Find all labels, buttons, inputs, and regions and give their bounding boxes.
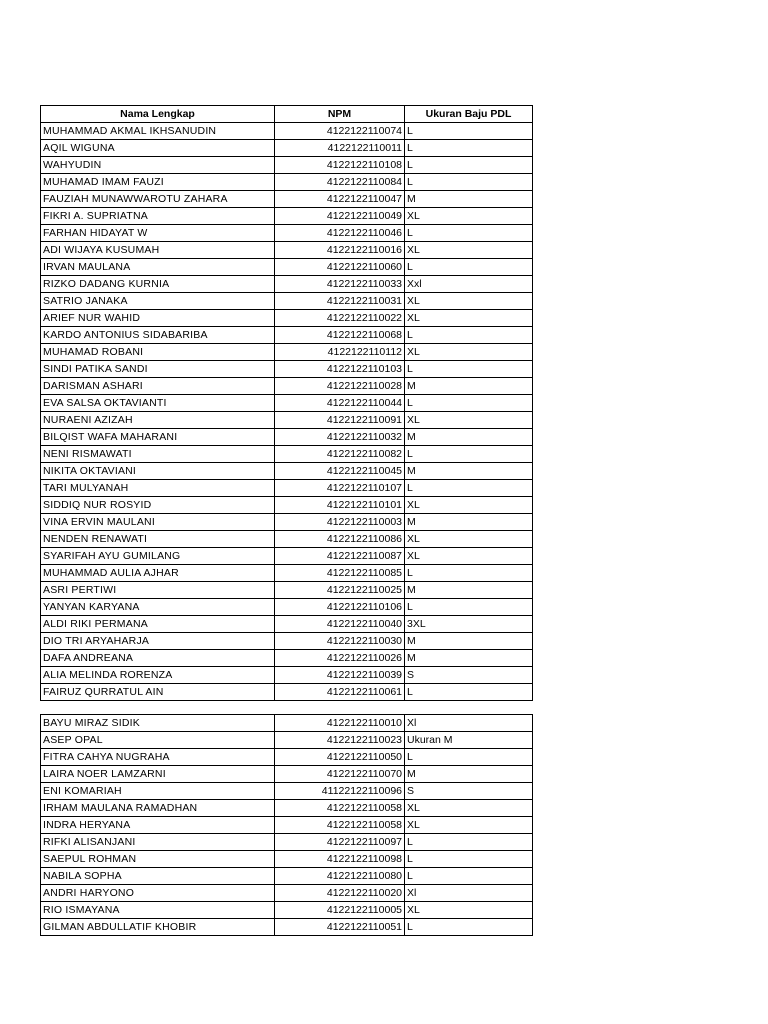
- table-row: [41, 868, 533, 885]
- size-cell: L: [405, 446, 533, 463]
- table-row: [41, 480, 533, 497]
- size-cell: XL: [405, 817, 533, 834]
- size-cell: XL: [405, 412, 533, 429]
- name-cell: NURAENI AZIZAH: [41, 412, 275, 429]
- table-row: [41, 157, 533, 174]
- header-name: Nama Lengkap: [41, 106, 275, 123]
- table-row: [41, 514, 533, 531]
- table-row: [41, 361, 533, 378]
- name-cell: RIO ISMAYANA: [41, 902, 275, 919]
- size-cell: L: [405, 157, 533, 174]
- table-row: [41, 225, 533, 242]
- npm-cell: 4122122110026: [275, 650, 405, 667]
- size-cell: XL: [405, 208, 533, 225]
- table-row: [41, 378, 533, 395]
- table-row: [41, 667, 533, 684]
- header-size: Ukuran Baju PDL: [405, 106, 533, 123]
- table-row: [41, 446, 533, 463]
- table-row: [41, 293, 533, 310]
- name-cell: KARDO ANTONIUS SIDABARIBA: [41, 327, 275, 344]
- npm-cell: 4122122110045: [275, 463, 405, 480]
- npm-cell: 4122122110047: [275, 191, 405, 208]
- npm-cell: 4122122110039: [275, 667, 405, 684]
- npm-cell: 4122122110097: [275, 834, 405, 851]
- table-row: [41, 565, 533, 582]
- npm-cell: 4122122110060: [275, 259, 405, 276]
- size-cell: L: [405, 599, 533, 616]
- npm-cell: 4122122110005: [275, 902, 405, 919]
- npm-cell: 4122122110028: [275, 378, 405, 395]
- size-cell: XL: [405, 548, 533, 565]
- npm-cell: 4122122110051: [275, 919, 405, 936]
- name-cell: ADI WIJAYA KUSUMAH: [41, 242, 275, 259]
- table-row: [41, 732, 533, 749]
- npm-cell: 4122122110010: [275, 715, 405, 732]
- size-cell: XL: [405, 242, 533, 259]
- npm-cell: 4122122110108: [275, 157, 405, 174]
- npm-cell: 4122122110050: [275, 749, 405, 766]
- npm-cell: 4122122110049: [275, 208, 405, 225]
- table-row: [41, 531, 533, 548]
- size-cell: L: [405, 565, 533, 582]
- name-cell: FARHAN HIDAYAT W: [41, 225, 275, 242]
- table-row: [41, 208, 533, 225]
- name-cell: IRHAM MAULANA RAMADHAN: [41, 800, 275, 817]
- npm-cell: 4122122110020: [275, 885, 405, 902]
- size-cell: XL: [405, 902, 533, 919]
- size-cell: L: [405, 480, 533, 497]
- npm-cell: 4122122110085: [275, 565, 405, 582]
- npm-cell: 4122122110080: [275, 868, 405, 885]
- name-cell: FAIRUZ QURRATUL AIN: [41, 684, 275, 701]
- npm-cell: 4122122110084: [275, 174, 405, 191]
- name-cell: ASRI PERTIWI: [41, 582, 275, 599]
- name-cell: ALDI RIKI PERMANA: [41, 616, 275, 633]
- size-cell: M: [405, 191, 533, 208]
- header-npm: NPM: [275, 106, 405, 123]
- table-row: [41, 834, 533, 851]
- size-cell: L: [405, 834, 533, 851]
- npm-cell: 4122122110082: [275, 446, 405, 463]
- table-row: [41, 497, 533, 514]
- npm-cell: 4122122110070: [275, 766, 405, 783]
- name-cell: RIFKI ALISANJANI: [41, 834, 275, 851]
- name-cell: MUHAMMAD AKMAL IKHSANUDIN: [41, 123, 275, 140]
- name-cell: DIO TRI ARYAHARJA: [41, 633, 275, 650]
- name-cell: IRVAN MAULANA: [41, 259, 275, 276]
- size-cell: M: [405, 514, 533, 531]
- name-cell: VINA ERVIN MAULANI: [41, 514, 275, 531]
- npm-cell: 4122122110101: [275, 497, 405, 514]
- size-cell: L: [405, 140, 533, 157]
- npm-cell: 4122122110112: [275, 344, 405, 361]
- size-cell: Xl: [405, 715, 533, 732]
- table-header-row: [41, 106, 533, 123]
- size-cell: L: [405, 395, 533, 412]
- name-cell: ASEP OPAL: [41, 732, 275, 749]
- size-cell: 3XL: [405, 616, 533, 633]
- table-row: [41, 123, 533, 140]
- name-cell: BILQIST WAFA MAHARANI: [41, 429, 275, 446]
- name-cell: SINDI PATIKA SANDI: [41, 361, 275, 378]
- size-cell: L: [405, 327, 533, 344]
- table-row: [41, 684, 533, 701]
- name-cell: TARI MULYANAH: [41, 480, 275, 497]
- npm-cell: 4122122110033: [275, 276, 405, 293]
- name-cell: FITRA CAHYA NUGRAHA: [41, 749, 275, 766]
- table-row: [41, 463, 533, 480]
- table-row: [41, 344, 533, 361]
- npm-cell: 4122122110030: [275, 633, 405, 650]
- npm-cell: 4122122110022: [275, 310, 405, 327]
- size-cell: Xl: [405, 885, 533, 902]
- size-cell: L: [405, 123, 533, 140]
- table-body-main: [41, 123, 533, 701]
- name-cell: SYARIFAH AYU GUMILANG: [41, 548, 275, 565]
- size-cell: S: [405, 667, 533, 684]
- size-cell: L: [405, 684, 533, 701]
- size-cell: M: [405, 766, 533, 783]
- npm-cell: 4122122110046: [275, 225, 405, 242]
- size-cell: L: [405, 174, 533, 191]
- name-cell: GILMAN ABDULLATIF KHOBIR: [41, 919, 275, 936]
- npm-cell: 4122122110044: [275, 395, 405, 412]
- size-cell: L: [405, 851, 533, 868]
- npm-cell: 4122122110031: [275, 293, 405, 310]
- table-row: [41, 766, 533, 783]
- name-cell: ALIA MELINDA RORENZA: [41, 667, 275, 684]
- npm-cell: 4122122110086: [275, 531, 405, 548]
- npm-cell: 4122122110058: [275, 800, 405, 817]
- name-cell: RIZKO DADANG KURNIA: [41, 276, 275, 293]
- size-cell: M: [405, 650, 533, 667]
- npm-cell: 4122122110016: [275, 242, 405, 259]
- npm-cell: 4122122110106: [275, 599, 405, 616]
- npm-cell: 4122122110003: [275, 514, 405, 531]
- table-row: [41, 140, 533, 157]
- name-cell: DAFA ANDREANA: [41, 650, 275, 667]
- size-table-main: [40, 105, 533, 701]
- name-cell: MUHAMAD ROBANI: [41, 344, 275, 361]
- npm-cell: 4122122110023: [275, 732, 405, 749]
- table-row: [41, 616, 533, 633]
- size-cell: L: [405, 868, 533, 885]
- table-row: [41, 412, 533, 429]
- size-cell: L: [405, 749, 533, 766]
- name-cell: ANDRI HARYONO: [41, 885, 275, 902]
- table-row: [41, 650, 533, 667]
- size-cell: XL: [405, 497, 533, 514]
- size-table-extra: [40, 714, 533, 936]
- npm-cell: 4122122110011: [275, 140, 405, 157]
- name-cell: MUHAMMAD AULIA AJHAR: [41, 565, 275, 582]
- size-cell: Xxl: [405, 276, 533, 293]
- table-row: [41, 242, 533, 259]
- table-row: [41, 783, 533, 800]
- table-row: [41, 429, 533, 446]
- table-row: [41, 395, 533, 412]
- name-cell: YANYAN KARYANA: [41, 599, 275, 616]
- table-row: [41, 327, 533, 344]
- name-cell: FIKRI A. SUPRIATNA: [41, 208, 275, 225]
- table-row: [41, 749, 533, 766]
- size-cell: XL: [405, 310, 533, 327]
- table-row: [41, 633, 533, 650]
- name-cell: LAIRA NOER LAMZARNI: [41, 766, 275, 783]
- npm-cell: 41122122110096: [275, 783, 405, 800]
- name-cell: NABILA SOPHA: [41, 868, 275, 885]
- table-row: [41, 174, 533, 191]
- name-cell: ENI KOMARIAH: [41, 783, 275, 800]
- size-cell: XL: [405, 800, 533, 817]
- name-cell: WAHYUDIN: [41, 157, 275, 174]
- size-cell: XL: [405, 344, 533, 361]
- name-cell: SAEPUL ROHMAN: [41, 851, 275, 868]
- name-cell: MUHAMAD IMAM FAUZI: [41, 174, 275, 191]
- size-cell: M: [405, 429, 533, 446]
- name-cell: FAUZIAH MUNAWWAROTU ZAHARA: [41, 191, 275, 208]
- npm-cell: 4122122110103: [275, 361, 405, 378]
- table-row: [41, 191, 533, 208]
- table-row: [41, 276, 533, 293]
- table-row: [41, 817, 533, 834]
- name-cell: DARISMAN ASHARI: [41, 378, 275, 395]
- npm-cell: 4122122110025: [275, 582, 405, 599]
- name-cell: NENDEN RENAWATI: [41, 531, 275, 548]
- name-cell: INDRA HERYANA: [41, 817, 275, 834]
- size-cell: S: [405, 783, 533, 800]
- npm-cell: 4122122110091: [275, 412, 405, 429]
- npm-cell: 4122122110068: [275, 327, 405, 344]
- name-cell: NIKITA OKTAVIANI: [41, 463, 275, 480]
- npm-cell: 4122122110107: [275, 480, 405, 497]
- npm-cell: 4122122110040: [275, 616, 405, 633]
- size-cell: M: [405, 463, 533, 480]
- name-cell: BAYU MIRAZ SIDIK: [41, 715, 275, 732]
- npm-cell: 4122122110032: [275, 429, 405, 446]
- npm-cell: 4122122110087: [275, 548, 405, 565]
- table-row: [41, 599, 533, 616]
- table-row: [41, 259, 533, 276]
- name-cell: ARIEF NUR WAHID: [41, 310, 275, 327]
- size-cell: L: [405, 259, 533, 276]
- size-cell: M: [405, 582, 533, 599]
- size-cell: L: [405, 919, 533, 936]
- size-cell: XL: [405, 293, 533, 310]
- table-row: [41, 715, 533, 732]
- npm-cell: 4122122110058: [275, 817, 405, 834]
- size-cell: M: [405, 633, 533, 650]
- table-row: [41, 548, 533, 565]
- table-row: [41, 800, 533, 817]
- size-cell: L: [405, 225, 533, 242]
- table-row: [41, 310, 533, 327]
- table-row: [41, 582, 533, 599]
- npm-cell: 4122122110061: [275, 684, 405, 701]
- npm-cell: 4122122110074: [275, 123, 405, 140]
- npm-cell: 4122122110098: [275, 851, 405, 868]
- name-cell: AQIL WIGUNA: [41, 140, 275, 157]
- name-cell: NENI RISMAWATI: [41, 446, 275, 463]
- name-cell: SIDDIQ NUR ROSYID: [41, 497, 275, 514]
- table-row: [41, 885, 533, 902]
- size-cell: M: [405, 378, 533, 395]
- table-body-extra: [41, 715, 533, 936]
- size-cell: L: [405, 361, 533, 378]
- size-cell: Ukuran M: [405, 732, 533, 749]
- name-cell: SATRIO JANAKA: [41, 293, 275, 310]
- name-cell: EVA SALSA OKTAVIANTI: [41, 395, 275, 412]
- table-row: [41, 851, 533, 868]
- table-row: [41, 919, 533, 936]
- size-cell: XL: [405, 531, 533, 548]
- table-row: [41, 902, 533, 919]
